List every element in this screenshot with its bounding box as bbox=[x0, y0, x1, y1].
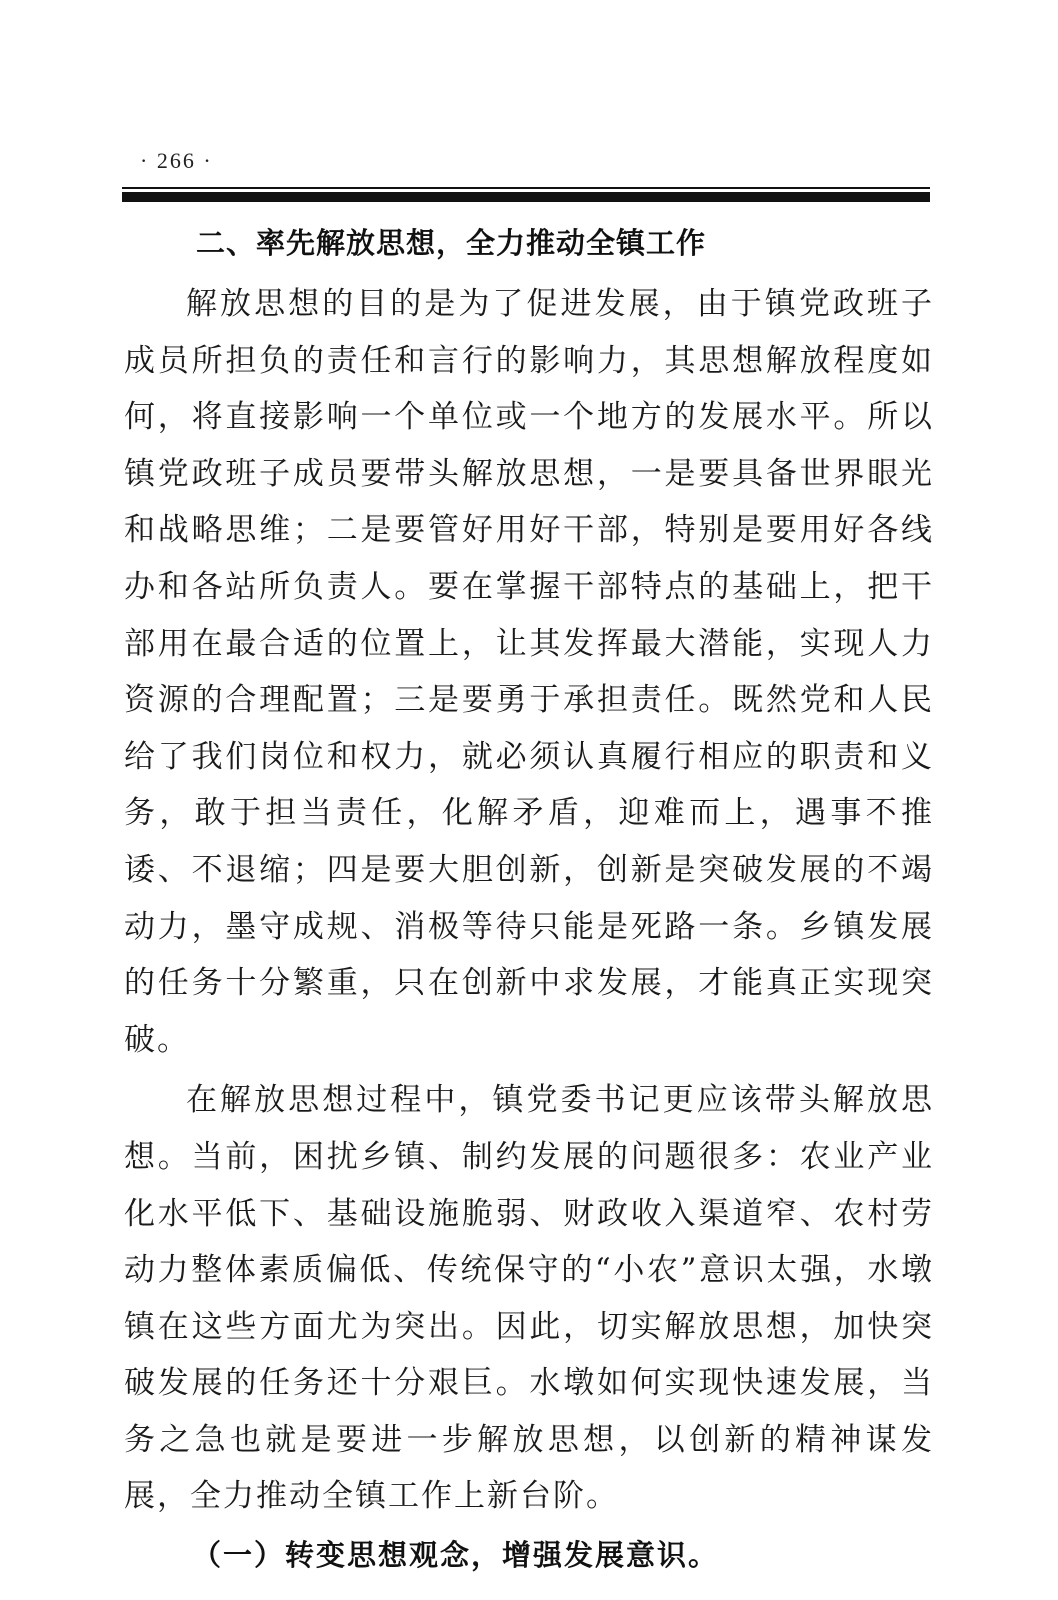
header-rule-thick bbox=[122, 192, 930, 202]
page-number: · 266 · bbox=[140, 148, 213, 173]
subsection-heading: （一）转变思想观念，增强发展意识。 bbox=[192, 1538, 720, 1573]
page-body bbox=[124, 218, 934, 1583]
section-heading: 二、率先解放思想，全力推动全镇工作 bbox=[196, 226, 707, 260]
header-rule-thin bbox=[122, 187, 930, 189]
paragraph-2: 在解放思想过程中，镇党委书记更应该带头解放思想。当前，困扰乡镇、制约发展的问题很多：农业产业化水平低下、基础设施脆弱、财政收入渠道窄、农村劳动力整体素质偏低、传统保守的“小农”意识太强，水墩镇在这些方面尤为突出。因此，切实解放思想，加快突破发展的任务还十分艰巨。水墩如何实现快速发展，当务之急也就是要进一步解放思想，以创新的精神谋发展，全力推动全镇工作上新台阶。 bbox=[124, 1082, 934, 1515]
paragraph-1: 解放思想的目的是为了促进发展，由于镇党政班子成员所担负的责任和言行的影响力，其思想解放程度如何，将直接影响一个单位或一个地方的发展水平。所以镇党政班子成员要带头解放思想，一是要具备世界眼光和战略思维；二是要管好用好干部，特别是要用好各线办和各站所负责人。要在掌握干部特点的基础上，把干部用在最合适的位置上，让其发挥最大潜能，实现人力资源的合理配置；三是要勇于承担责任。既然党和人民给了我们岗位和权力，就必须认真履行相应的职责和义务，敢于担当责任，化解矛盾，迎难而上，遇事不推诿、不退缩；四是要大胆创新，创新是突破发展的不竭动力，墨守成规、消极等待只能是死路一条。乡镇发展的任务十分繁重，只在创新中求发展，才能真正实现突破。 bbox=[124, 286, 934, 1058]
